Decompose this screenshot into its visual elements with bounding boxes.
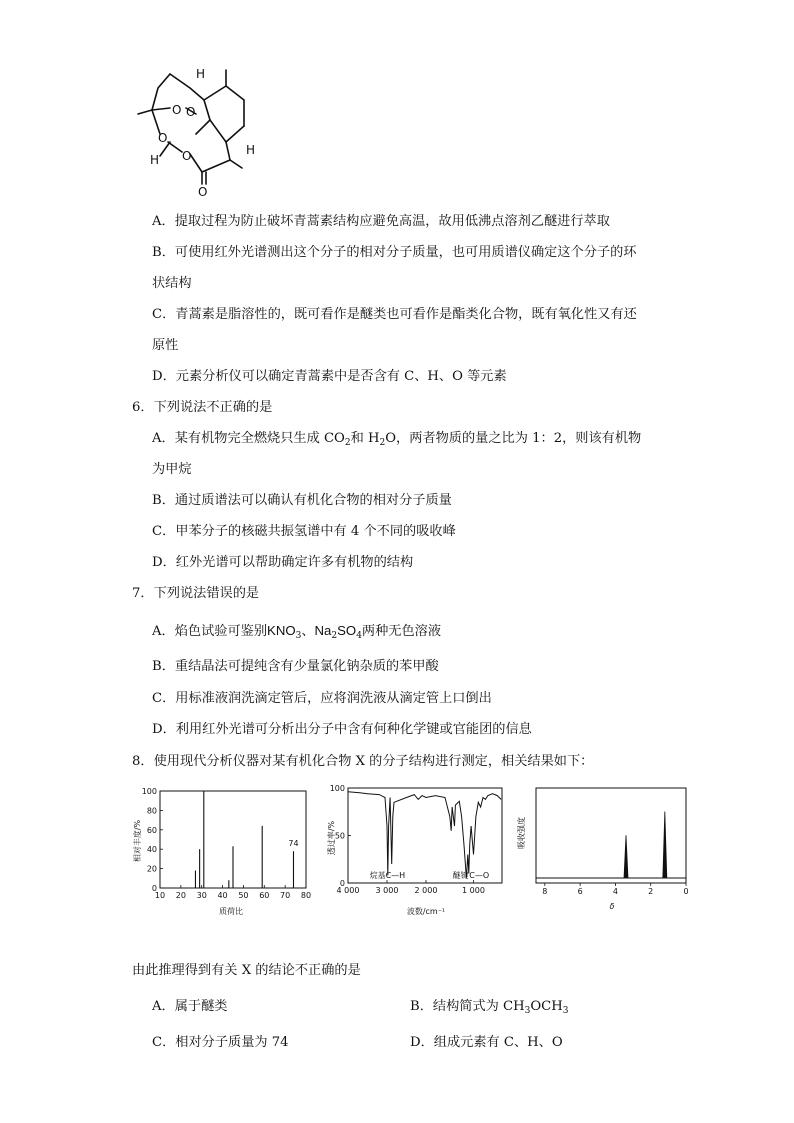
q6-option-d: D．红外光谱可以帮助确定许多有机物的结构 <box>152 555 414 570</box>
atom-h-top: H <box>196 67 206 81</box>
q6-stem: 6．下列说法不正确的是 <box>132 400 273 415</box>
ms-x-tick-label: 30 <box>196 891 207 900</box>
q7-stem: 7．下列说法错误的是 <box>132 586 260 601</box>
ir-annotation-co: C—O <box>469 871 490 880</box>
atom-o-4: O <box>182 149 192 163</box>
ms-x-tick-label: 50 <box>238 891 249 900</box>
mass-spectrum-chart <box>128 783 313 918</box>
ir-x-tick-label: 2 000 <box>414 886 438 895</box>
nmr-x-tick-label: 8 <box>542 887 548 896</box>
q7-option-d: D．利用红外光谱可分析出分子中含有何种化学键或官能团的信息 <box>152 722 532 737</box>
ms-y-tick-label: 20 <box>146 864 157 874</box>
ms-y-tick-label: 80 <box>146 806 157 816</box>
ir-y-tick-label: 50 <box>334 831 345 841</box>
ir-annotation-ch: 烷基C—H <box>369 871 406 880</box>
nmr-y-axis-label: 吸收强度 <box>517 817 526 849</box>
ms-y-tick-label: 100 <box>141 787 157 796</box>
nmr-spectrum-chart <box>514 783 694 918</box>
q7-option-c: C．用标准液润洗滴定管后，应将润洗液从滴定管上口倒出 <box>152 691 492 706</box>
ir-x-tick-label: 1 000 <box>462 886 485 895</box>
nmr-peak <box>624 835 628 878</box>
ir-spectrum-line <box>348 792 501 879</box>
ms-x-tick-label: 20 <box>175 891 186 900</box>
q6-option-a: A．某有机物完全燃烧只生成 $CO_2$和 $H_2O$，两者物质的量之比为 1：2，则该有机物 <box>152 431 642 448</box>
ms-y-tick-label: 40 <box>146 845 157 855</box>
ir-y-tick-label: 100 <box>329 784 345 793</box>
q7-option-a: A．焰色试验可鉴别$KNO_3$、$Na_2SO_4$两种无色溶液 <box>152 623 442 641</box>
ir-x-axis-label: 波数/cm⁻¹ <box>406 907 446 916</box>
ir-x-tick-label: 4 000 <box>336 886 360 895</box>
ms-x-tick-label: 70 <box>280 891 291 900</box>
ms-x-tick-label: 40 <box>217 891 228 900</box>
nmr-x-tick-label: 4 <box>612 887 618 896</box>
ir-x-tick-label: 3 000 <box>375 886 399 895</box>
q8-option-a: A．属于醚类 <box>152 999 228 1014</box>
nmr-x-tick-label: 2 <box>648 887 654 896</box>
ir-plot-frame <box>348 788 502 883</box>
ir-y-axis-label: 透过率/% <box>327 820 336 856</box>
q5-option-c-cont: 原性 <box>152 338 179 353</box>
nmr-x-axis-label: δ <box>609 902 615 911</box>
nmr-x-tick-label: 0 <box>683 887 689 896</box>
atom-o-3: O <box>158 131 168 145</box>
q8-stem: 8．使用现代分析仪器对某有机化合物 X 的分子结构进行测定，相关结果如下： <box>132 754 594 769</box>
ms-y-tick-label: 60 <box>146 825 157 835</box>
q8-option-c: C．相对分子质量为 74 <box>152 1035 289 1050</box>
ms-x-tick-label: 80 <box>300 891 312 900</box>
atom-o-carbonyl: O <box>198 185 208 199</box>
nmr-peak <box>663 812 667 879</box>
atom-h-right: H <box>246 143 256 157</box>
q5-option-b: B．可使用红外光谱测出这个分子的相对分子质量，也可用质谱仪确定这个分子的环 <box>152 245 637 260</box>
ir-spectrum-chart <box>322 783 510 918</box>
q5-option-d: D．元素分析仪可以确定青蒿素中是否含有 C、H、O 等元素 <box>152 369 507 384</box>
ir-y-tick-label: 0 <box>339 879 345 888</box>
q8-conclusion: 由此推理得到有关 X 的结论不正确的是 <box>132 963 361 978</box>
atom-h-left: H <box>150 153 160 167</box>
ms-x-axis-label: 质荷比 <box>219 907 243 916</box>
ms-x-tick-label: 10 <box>154 891 166 900</box>
q7-option-b: B．重结晶法可提纯含有少量氯化钠杂质的苯甲酸 <box>152 659 439 674</box>
ms-peak-label: 74 <box>288 839 299 849</box>
ms-x-tick-label: 60 <box>259 891 270 900</box>
q5-option-b-cont: 状结构 <box>152 276 192 291</box>
q6-option-a-cont: 为甲烷 <box>152 462 192 477</box>
ir-annotation-ether: 醚键 <box>452 871 469 880</box>
ms-y-tick-label: 0 <box>151 884 157 893</box>
q6-option-b: B．通过质谱法可以确认有机化合物的相对分子质量 <box>152 493 452 508</box>
q5-option-a: A．提取过程为防止破坏青蒿素结构应避免高温，故用低沸点溶剂乙醚进行萃取 <box>152 214 610 229</box>
atom-o-1: O <box>172 103 182 117</box>
nmr-x-tick-label: 6 <box>577 887 583 896</box>
atom-o-2: O <box>186 105 196 119</box>
q6-option-c: C．甲苯分子的核磁共振氢谱中有 4 个不同的吸收峰 <box>152 524 456 539</box>
q8-option-b: B．结构简式为 $CH_3OCH_3$ <box>410 999 569 1016</box>
molecule-structure <box>130 64 270 200</box>
q5-option-c: C．青蒿素是脂溶性的，既可看作是醚类也可看作是酯类化合物，既有氧化性又有还 <box>152 307 637 322</box>
ms-y-axis-label: 相对丰度/% <box>133 819 142 863</box>
q8-option-d: D．组成元素有 C、H、O <box>410 1035 563 1050</box>
